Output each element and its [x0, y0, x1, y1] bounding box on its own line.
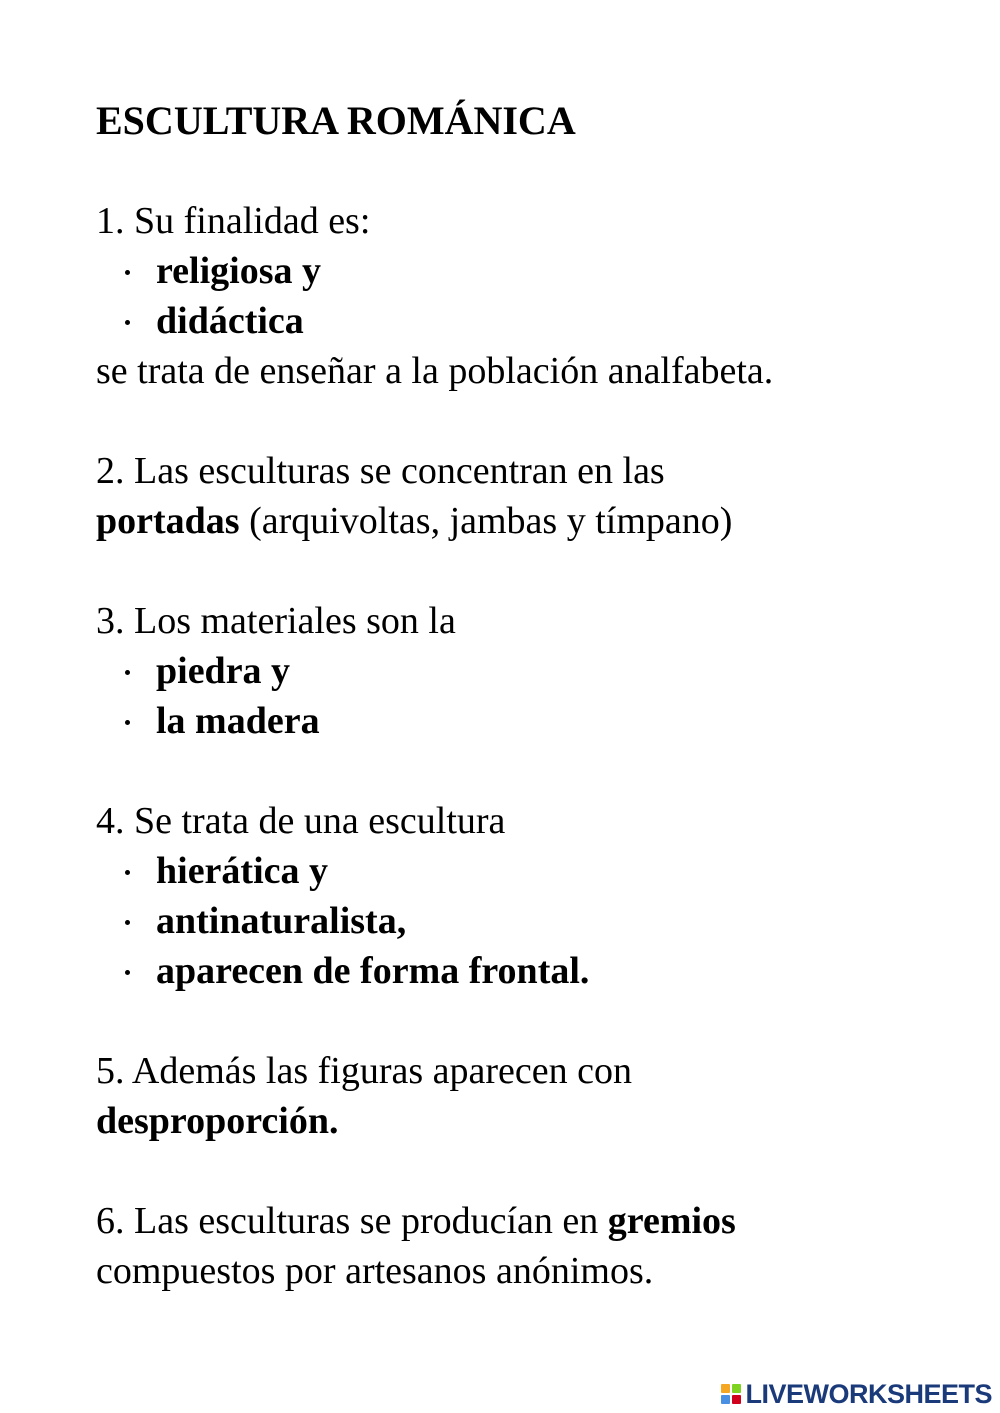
- item-6-keyword: gremios: [607, 1200, 736, 1242]
- item-2-line-1: 2. Las esculturas se concentran en las: [96, 450, 665, 492]
- bullet-dot-icon: [125, 920, 130, 925]
- item-5: [96, 1046, 966, 1146]
- item-1-intro: 1. Su finalidad es:: [96, 200, 371, 242]
- item-1-bullet-2: didáctica: [96, 296, 966, 346]
- bullet-dot-icon: [125, 720, 130, 725]
- item-3-intro: 3. Los materiales son la: [96, 600, 456, 642]
- item-1-bullet-1: religiosa y: [96, 246, 966, 296]
- item-6: [96, 1196, 966, 1296]
- page-title: ESCULTURA ROMÁNICA: [96, 98, 576, 143]
- item-2: [96, 446, 966, 546]
- item-6-line-2: compuestos por artesanos anónimos.: [96, 1250, 654, 1292]
- item-1-outro: se trata de enseñar a la población analfabeta.: [96, 350, 774, 392]
- item-5-keyword: desproporción.: [96, 1100, 339, 1142]
- item-2-keyword: portadas: [96, 500, 240, 542]
- worksheet-page: [96, 96, 966, 1346]
- bullet-dot-icon: [125, 870, 130, 875]
- item-4-bullet-1: hierática y: [96, 846, 966, 896]
- bullet-dot-icon: [125, 320, 130, 325]
- bullet-dot-icon: [125, 970, 130, 975]
- item-4: [96, 796, 966, 996]
- item-4-bullet-3: aparecen de forma frontal.: [96, 946, 966, 996]
- item-6-line-1: 6. Las esculturas se producían en gremios: [96, 1200, 736, 1242]
- item-3: [96, 596, 966, 746]
- liveworksheets-logo: [721, 1379, 992, 1409]
- logo-text: LIVEWORKSHEETS: [745, 1379, 992, 1409]
- item-3-bullet-2: la madera: [96, 696, 966, 746]
- item-1: [96, 196, 966, 396]
- bullet-dot-icon: [125, 670, 130, 675]
- item-4-intro: 4. Se trata de una escultura: [96, 800, 506, 842]
- item-4-bullet-2: antinaturalista,: [96, 896, 966, 946]
- item-5-line-1: 5. Además las figuras aparecen con: [96, 1050, 633, 1092]
- item-2-line-2: portadas (arquivoltas, jambas y tímpano): [96, 500, 733, 542]
- bullet-dot-icon: [125, 270, 130, 275]
- item-3-bullet-1: piedra y: [96, 646, 966, 696]
- logo-mark-icon: [721, 1384, 741, 1404]
